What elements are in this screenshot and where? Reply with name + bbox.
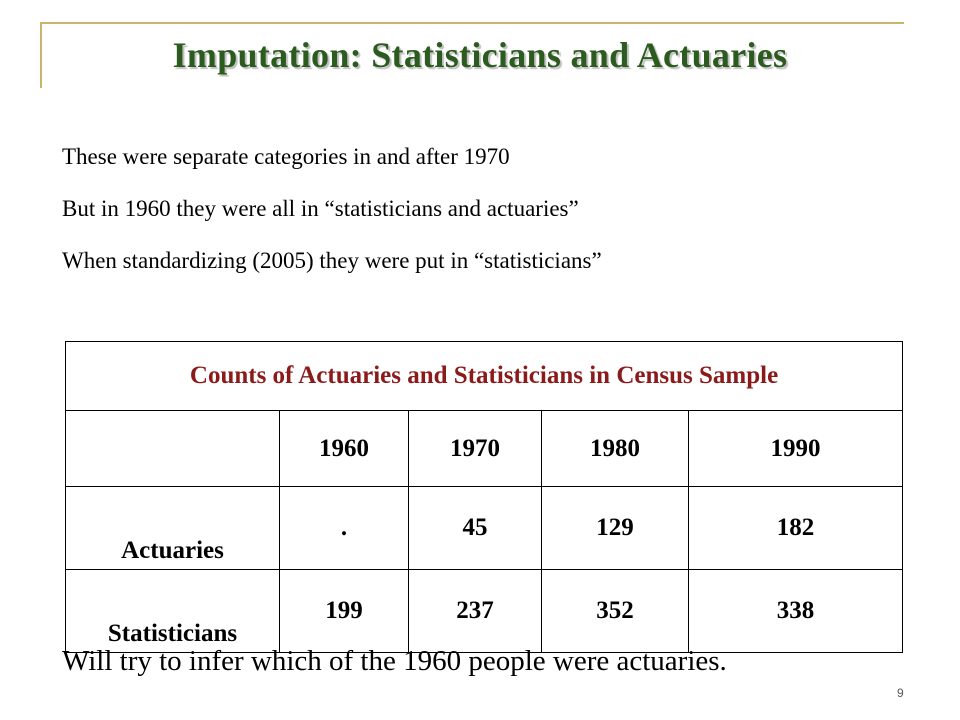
table-cell: 338 xyxy=(689,570,903,653)
table-caption: Counts of Actuaries and Statisticians in Census Sample xyxy=(66,342,903,411)
page-number: 9 xyxy=(897,686,904,700)
table-cell: 199 xyxy=(280,570,409,653)
table-corner-cell xyxy=(66,411,280,487)
table-cell: 129 xyxy=(542,487,689,570)
table-header-row xyxy=(66,411,903,487)
year-header: 1970 xyxy=(409,411,542,487)
table-row xyxy=(66,570,903,653)
table-cell: . xyxy=(280,487,409,570)
bullet-item: But in 1960 they were all in “statisticians and actuaries” xyxy=(62,196,579,221)
row-label: Statisticians xyxy=(66,570,280,653)
counts-table xyxy=(65,341,903,653)
row-label: Actuaries xyxy=(66,487,280,570)
bullet-item: These were separate categories in and after 1970 xyxy=(62,144,510,169)
bullet-item: When standardizing (2005) they were put in “statisticians” xyxy=(62,248,602,273)
bullet-list xyxy=(62,144,602,300)
year-header: 1980 xyxy=(542,411,689,487)
table-cell: 182 xyxy=(689,487,903,570)
year-header: 1960 xyxy=(280,411,409,487)
slide-title: Imputation: Statisticians and Actuaries xyxy=(172,35,788,75)
table-cell: 352 xyxy=(542,570,689,653)
year-header: 1990 xyxy=(689,411,903,487)
table-cell: 237 xyxy=(409,570,542,653)
footer-note: Will try to infer which of the 1960 people were actuaries. xyxy=(62,645,727,677)
frame-top-rule xyxy=(40,22,904,24)
table-row xyxy=(66,487,903,570)
table-cell: 45 xyxy=(409,487,542,570)
